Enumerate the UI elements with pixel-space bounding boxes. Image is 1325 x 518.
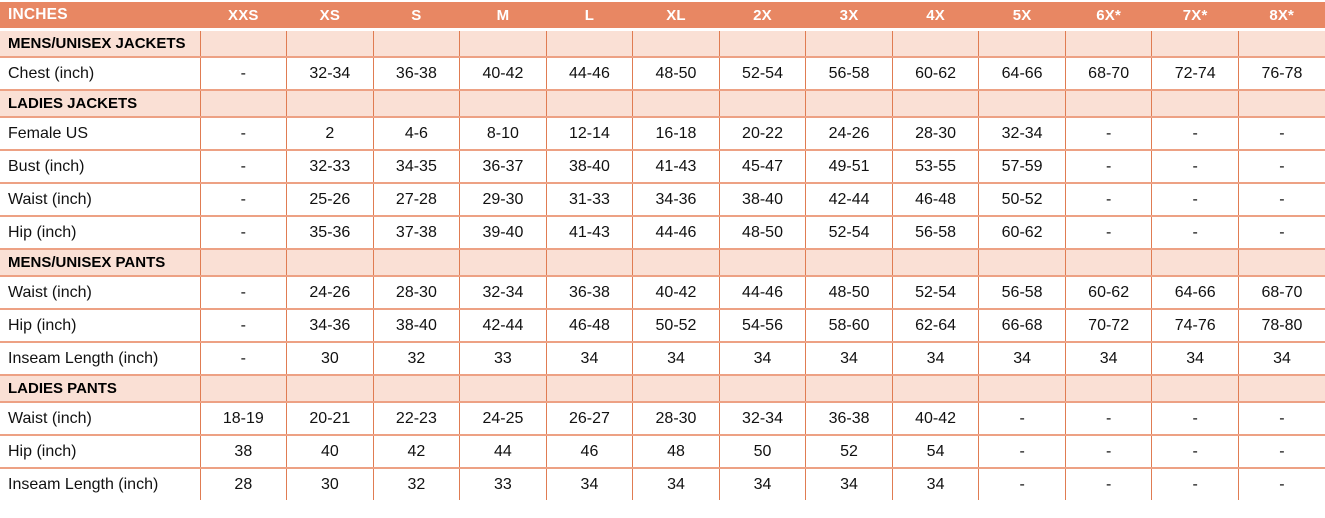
value-cell: 64-66 bbox=[1152, 276, 1239, 309]
value-cell: 52-54 bbox=[892, 276, 979, 309]
value-cell: - bbox=[1065, 150, 1152, 183]
section-empty-cell bbox=[287, 375, 374, 402]
row-label-cell: Waist (inch) bbox=[0, 183, 200, 216]
size-header-s: S bbox=[373, 2, 460, 30]
section-empty-cell bbox=[979, 249, 1066, 276]
value-cell: 56-58 bbox=[979, 276, 1066, 309]
value-cell: 36-37 bbox=[460, 150, 547, 183]
value-cell: 32-34 bbox=[979, 117, 1066, 150]
value-cell: 37-38 bbox=[373, 216, 460, 249]
value-cell: - bbox=[1238, 216, 1325, 249]
value-cell: 78-80 bbox=[1238, 309, 1325, 342]
value-cell: 34 bbox=[1238, 342, 1325, 375]
section-empty-cell bbox=[892, 90, 979, 117]
value-cell: 49-51 bbox=[806, 150, 893, 183]
section-empty-cell bbox=[1238, 90, 1325, 117]
value-cell: 40-42 bbox=[892, 402, 979, 435]
size-header-row bbox=[0, 2, 1325, 30]
value-cell: 36-38 bbox=[373, 57, 460, 90]
section-empty-cell bbox=[1065, 249, 1152, 276]
value-cell: 34 bbox=[633, 468, 720, 500]
value-cell: 40-42 bbox=[460, 57, 547, 90]
value-cell: 34-35 bbox=[373, 150, 460, 183]
section-empty-cell bbox=[373, 249, 460, 276]
section-empty-cell bbox=[373, 90, 460, 117]
row-label-cell: Waist (inch) bbox=[0, 276, 200, 309]
value-cell: - bbox=[1065, 468, 1152, 500]
section-row bbox=[0, 30, 1325, 58]
section-row bbox=[0, 375, 1325, 402]
value-cell: 20-22 bbox=[719, 117, 806, 150]
section-empty-cell bbox=[1238, 375, 1325, 402]
size-header-3x: 3X bbox=[806, 2, 893, 30]
value-cell: 34 bbox=[719, 342, 806, 375]
size-chart-body bbox=[0, 30, 1325, 501]
section-empty-cell bbox=[806, 375, 893, 402]
value-cell: 68-70 bbox=[1065, 57, 1152, 90]
value-cell: 56-58 bbox=[806, 57, 893, 90]
value-cell: 56-58 bbox=[892, 216, 979, 249]
value-cell: 4-6 bbox=[373, 117, 460, 150]
value-cell: 44-46 bbox=[633, 216, 720, 249]
row-label-cell: Inseam Length (inch) bbox=[0, 342, 200, 375]
size-header-6x: 6X* bbox=[1065, 2, 1152, 30]
value-cell: - bbox=[1065, 183, 1152, 216]
section-empty-cell bbox=[892, 249, 979, 276]
section-row bbox=[0, 249, 1325, 276]
section-empty-cell bbox=[460, 90, 547, 117]
value-cell: 74-76 bbox=[1152, 309, 1239, 342]
value-cell: 28-30 bbox=[633, 402, 720, 435]
value-cell: 29-30 bbox=[460, 183, 547, 216]
value-cell: 50 bbox=[719, 435, 806, 468]
value-cell: - bbox=[1152, 216, 1239, 249]
value-cell: 60-62 bbox=[979, 216, 1066, 249]
value-cell: 50-52 bbox=[633, 309, 720, 342]
section-empty-cell bbox=[633, 90, 720, 117]
value-cell: 31-33 bbox=[546, 183, 633, 216]
data-row bbox=[0, 435, 1325, 468]
value-cell: 34-36 bbox=[287, 309, 374, 342]
row-label-cell: Inseam Length (inch) bbox=[0, 468, 200, 500]
value-cell: 34 bbox=[546, 468, 633, 500]
value-cell: 28-30 bbox=[892, 117, 979, 150]
section-empty-cell bbox=[460, 249, 547, 276]
section-empty-cell bbox=[373, 30, 460, 58]
value-cell: 38-40 bbox=[719, 183, 806, 216]
value-cell: 24-26 bbox=[806, 117, 893, 150]
value-cell: - bbox=[1152, 150, 1239, 183]
value-cell: - bbox=[200, 150, 287, 183]
section-empty-cell bbox=[546, 249, 633, 276]
section-empty-cell bbox=[806, 90, 893, 117]
value-cell: - bbox=[200, 183, 287, 216]
value-cell: 42 bbox=[373, 435, 460, 468]
value-cell: 48-50 bbox=[719, 216, 806, 249]
value-cell: 25-26 bbox=[287, 183, 374, 216]
value-cell: 40 bbox=[287, 435, 374, 468]
value-cell: 20-21 bbox=[287, 402, 374, 435]
value-cell: 52 bbox=[806, 435, 893, 468]
value-cell: 39-40 bbox=[460, 216, 547, 249]
data-row bbox=[0, 216, 1325, 249]
section-empty-cell bbox=[287, 30, 374, 58]
row-label-cell: Hip (inch) bbox=[0, 216, 200, 249]
value-cell: 16-18 bbox=[633, 117, 720, 150]
value-cell: 26-27 bbox=[546, 402, 633, 435]
value-cell: 36-38 bbox=[806, 402, 893, 435]
value-cell: 34 bbox=[892, 342, 979, 375]
value-cell: - bbox=[1065, 435, 1152, 468]
size-header-xs: XS bbox=[287, 2, 374, 30]
section-empty-cell bbox=[200, 90, 287, 117]
section-empty-cell bbox=[979, 30, 1066, 58]
section-empty-cell bbox=[546, 90, 633, 117]
value-cell: 48-50 bbox=[633, 57, 720, 90]
value-cell: 72-74 bbox=[1152, 57, 1239, 90]
value-cell: - bbox=[1152, 402, 1239, 435]
value-cell: 54-56 bbox=[719, 309, 806, 342]
value-cell: 45-47 bbox=[719, 150, 806, 183]
data-row bbox=[0, 276, 1325, 309]
value-cell: 52-54 bbox=[806, 216, 893, 249]
value-cell: - bbox=[1065, 402, 1152, 435]
value-cell: 27-28 bbox=[373, 183, 460, 216]
section-empty-cell bbox=[806, 249, 893, 276]
value-cell: 42-44 bbox=[806, 183, 893, 216]
value-cell: 60-62 bbox=[892, 57, 979, 90]
section-empty-cell bbox=[719, 30, 806, 58]
value-cell: - bbox=[979, 402, 1066, 435]
section-empty-cell bbox=[546, 30, 633, 58]
section-empty-cell bbox=[633, 375, 720, 402]
section-empty-cell bbox=[979, 375, 1066, 402]
value-cell: 64-66 bbox=[979, 57, 1066, 90]
row-label-cell: Hip (inch) bbox=[0, 435, 200, 468]
size-header-l: L bbox=[546, 2, 633, 30]
section-empty-cell bbox=[1152, 249, 1239, 276]
size-header-8x: 8X* bbox=[1238, 2, 1325, 30]
value-cell: 34 bbox=[806, 468, 893, 500]
value-cell: 70-72 bbox=[1065, 309, 1152, 342]
section-empty-cell bbox=[719, 249, 806, 276]
data-row bbox=[0, 309, 1325, 342]
value-cell: 35-36 bbox=[287, 216, 374, 249]
value-cell: 30 bbox=[287, 342, 374, 375]
data-row bbox=[0, 150, 1325, 183]
value-cell: 46-48 bbox=[892, 183, 979, 216]
value-cell: 34 bbox=[892, 468, 979, 500]
size-header-m: M bbox=[460, 2, 547, 30]
section-title: MENS/UNISEX JACKETS bbox=[0, 30, 200, 58]
value-cell: 60-62 bbox=[1065, 276, 1152, 309]
value-cell: 33 bbox=[460, 468, 547, 500]
value-cell: 58-60 bbox=[806, 309, 893, 342]
section-empty-cell bbox=[892, 30, 979, 58]
data-row bbox=[0, 183, 1325, 216]
value-cell: 62-64 bbox=[892, 309, 979, 342]
section-empty-cell bbox=[1238, 30, 1325, 58]
value-cell: - bbox=[200, 342, 287, 375]
section-empty-cell bbox=[719, 375, 806, 402]
size-header-2x: 2X bbox=[719, 2, 806, 30]
value-cell: 24-26 bbox=[287, 276, 374, 309]
value-cell: 33 bbox=[460, 342, 547, 375]
section-empty-cell bbox=[633, 30, 720, 58]
size-chart-table bbox=[0, 2, 1325, 500]
value-cell: - bbox=[979, 468, 1066, 500]
value-cell: - bbox=[1152, 468, 1239, 500]
value-cell: 24-25 bbox=[460, 402, 547, 435]
value-cell: 41-43 bbox=[546, 216, 633, 249]
value-cell: 34 bbox=[1152, 342, 1239, 375]
value-cell: 34 bbox=[979, 342, 1066, 375]
value-cell: 18-19 bbox=[200, 402, 287, 435]
value-cell: 34-36 bbox=[633, 183, 720, 216]
value-cell: 32-33 bbox=[287, 150, 374, 183]
value-cell: - bbox=[1238, 402, 1325, 435]
section-empty-cell bbox=[633, 249, 720, 276]
value-cell: - bbox=[1238, 183, 1325, 216]
value-cell: 2 bbox=[287, 117, 374, 150]
section-empty-cell bbox=[1065, 90, 1152, 117]
value-cell: 22-23 bbox=[373, 402, 460, 435]
section-empty-cell bbox=[200, 30, 287, 58]
section-empty-cell bbox=[1065, 375, 1152, 402]
value-cell: 57-59 bbox=[979, 150, 1066, 183]
data-row bbox=[0, 117, 1325, 150]
section-empty-cell bbox=[1065, 30, 1152, 58]
value-cell: 38-40 bbox=[546, 150, 633, 183]
data-row bbox=[0, 57, 1325, 90]
value-cell: 36-38 bbox=[546, 276, 633, 309]
value-cell: - bbox=[200, 309, 287, 342]
value-cell: 8-10 bbox=[460, 117, 547, 150]
data-row bbox=[0, 468, 1325, 500]
value-cell: 52-54 bbox=[719, 57, 806, 90]
value-cell: - bbox=[1152, 183, 1239, 216]
value-cell: 68-70 bbox=[1238, 276, 1325, 309]
value-cell: 44 bbox=[460, 435, 547, 468]
value-cell: - bbox=[200, 216, 287, 249]
data-row bbox=[0, 342, 1325, 375]
row-label-cell: Waist (inch) bbox=[0, 402, 200, 435]
value-cell: - bbox=[200, 57, 287, 90]
data-row bbox=[0, 402, 1325, 435]
value-cell: 48 bbox=[633, 435, 720, 468]
row-label-cell: Female US bbox=[0, 117, 200, 150]
section-title: MENS/UNISEX PANTS bbox=[0, 249, 200, 276]
value-cell: 32-34 bbox=[719, 402, 806, 435]
value-cell: 66-68 bbox=[979, 309, 1066, 342]
value-cell: 32-34 bbox=[287, 57, 374, 90]
value-cell: 32-34 bbox=[460, 276, 547, 309]
value-cell: 30 bbox=[287, 468, 374, 500]
value-cell: - bbox=[1238, 117, 1325, 150]
section-empty-cell bbox=[200, 249, 287, 276]
section-empty-cell bbox=[1152, 90, 1239, 117]
value-cell: - bbox=[979, 435, 1066, 468]
row-label-cell: Bust (inch) bbox=[0, 150, 200, 183]
section-empty-cell bbox=[806, 30, 893, 58]
value-cell: 28-30 bbox=[373, 276, 460, 309]
value-cell: 34 bbox=[719, 468, 806, 500]
section-empty-cell bbox=[979, 90, 1066, 117]
value-cell: 48-50 bbox=[806, 276, 893, 309]
value-cell: 28 bbox=[200, 468, 287, 500]
section-empty-cell bbox=[1152, 375, 1239, 402]
value-cell: 46 bbox=[546, 435, 633, 468]
value-cell: 76-78 bbox=[1238, 57, 1325, 90]
value-cell: 34 bbox=[1065, 342, 1152, 375]
section-empty-cell bbox=[1238, 249, 1325, 276]
section-empty-cell bbox=[546, 375, 633, 402]
value-cell: - bbox=[200, 276, 287, 309]
value-cell: 32 bbox=[373, 468, 460, 500]
section-empty-cell bbox=[287, 249, 374, 276]
value-cell: 44-46 bbox=[546, 57, 633, 90]
section-title: LADIES JACKETS bbox=[0, 90, 200, 117]
value-cell: 46-48 bbox=[546, 309, 633, 342]
value-cell: - bbox=[1238, 150, 1325, 183]
section-empty-cell bbox=[287, 90, 374, 117]
size-chart-head bbox=[0, 2, 1325, 30]
value-cell: 34 bbox=[806, 342, 893, 375]
value-cell: 53-55 bbox=[892, 150, 979, 183]
value-cell: - bbox=[1238, 435, 1325, 468]
value-cell: - bbox=[1152, 435, 1239, 468]
section-empty-cell bbox=[460, 375, 547, 402]
section-empty-cell bbox=[719, 90, 806, 117]
unit-header-cell: INCHES bbox=[0, 2, 200, 30]
value-cell: 38-40 bbox=[373, 309, 460, 342]
section-empty-cell bbox=[1152, 30, 1239, 58]
value-cell: - bbox=[1238, 468, 1325, 500]
section-empty-cell bbox=[460, 30, 547, 58]
value-cell: - bbox=[1152, 117, 1239, 150]
row-label-cell: Hip (inch) bbox=[0, 309, 200, 342]
value-cell: 50-52 bbox=[979, 183, 1066, 216]
value-cell: 42-44 bbox=[460, 309, 547, 342]
size-header-xxs: XXS bbox=[200, 2, 287, 30]
size-header-5x: 5X bbox=[979, 2, 1066, 30]
section-row bbox=[0, 90, 1325, 117]
section-empty-cell bbox=[200, 375, 287, 402]
value-cell: - bbox=[1065, 216, 1152, 249]
row-label-cell: Chest (inch) bbox=[0, 57, 200, 90]
value-cell: 54 bbox=[892, 435, 979, 468]
size-header-7x: 7X* bbox=[1152, 2, 1239, 30]
value-cell: 32 bbox=[373, 342, 460, 375]
value-cell: 40-42 bbox=[633, 276, 720, 309]
value-cell: 44-46 bbox=[719, 276, 806, 309]
value-cell: - bbox=[200, 117, 287, 150]
value-cell: 41-43 bbox=[633, 150, 720, 183]
section-title: LADIES PANTS bbox=[0, 375, 200, 402]
value-cell: 34 bbox=[633, 342, 720, 375]
value-cell: - bbox=[1065, 117, 1152, 150]
section-empty-cell bbox=[892, 375, 979, 402]
value-cell: 34 bbox=[546, 342, 633, 375]
value-cell: 12-14 bbox=[546, 117, 633, 150]
size-header-4x: 4X bbox=[892, 2, 979, 30]
size-header-xl: XL bbox=[633, 2, 720, 30]
section-empty-cell bbox=[373, 375, 460, 402]
value-cell: 38 bbox=[200, 435, 287, 468]
